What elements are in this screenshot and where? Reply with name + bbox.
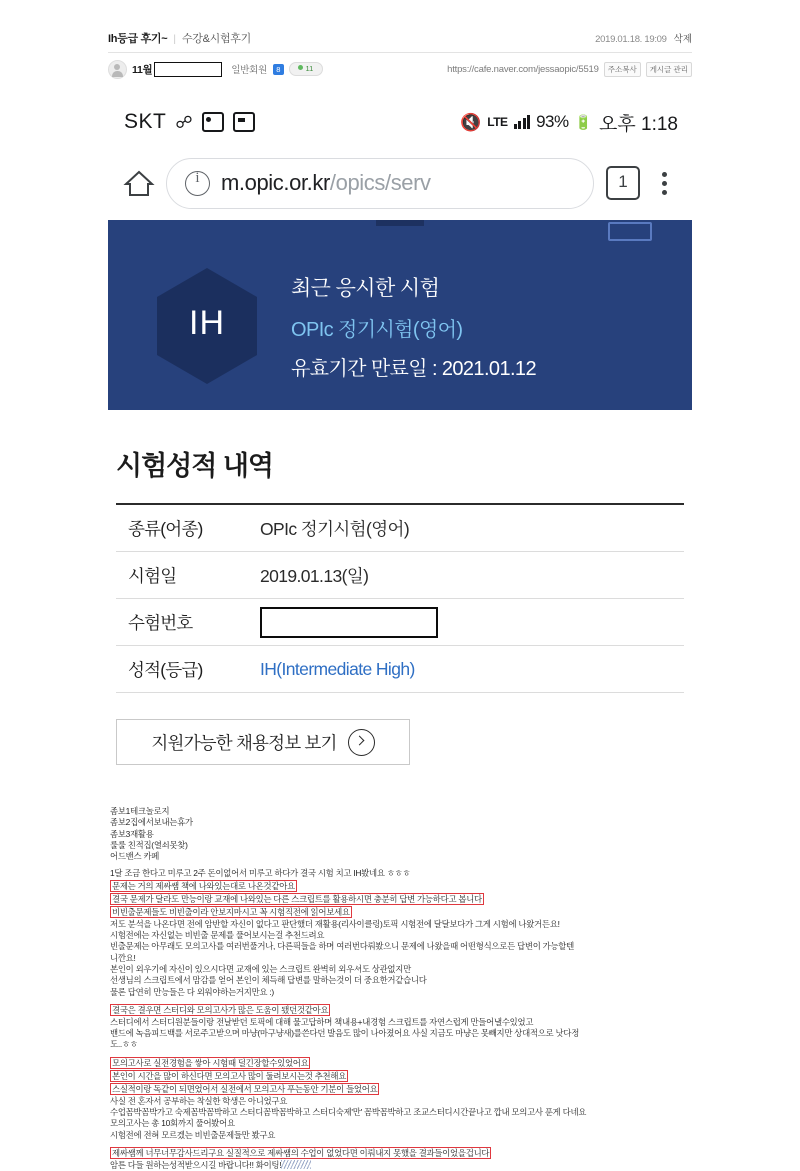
highlight-box: 결국 문제가 달라도 만능이랑 교재에 나와있는 다른 스크립트를 활용하시면 충분히 답변 가능하다고 봅니다 xyxy=(112,894,482,905)
grade-badge-text: IH xyxy=(189,304,225,342)
post-url: https://cafe.naver.com/jessaopic/5519 xyxy=(447,63,599,75)
score-table xyxy=(116,503,684,693)
comment-count: 11 xyxy=(305,64,314,73)
recent-test-heading: 최근 응시한 시험 xyxy=(291,276,440,300)
post-line-highlighted xyxy=(110,906,696,919)
post-line: 룰룰 친적집(열쇠못찾) xyxy=(110,839,188,850)
comment-count-badge[interactable] xyxy=(289,62,323,76)
post-line-highlighted xyxy=(110,1057,696,1070)
post-line: 선생님의 스크립트에서 맘감를 얻어 본인이 체득해 답변를 말하는것이 더 중요한거같습니다 xyxy=(110,975,427,986)
score-section xyxy=(108,422,692,765)
redaction-box-nickname xyxy=(154,62,222,77)
row-value-grade: IH(Intermediate High) xyxy=(260,658,415,679)
highlight-box: 문제는 거의 제싸쌤 책에 나와있는대로 나온것같아요 xyxy=(112,881,295,892)
overflow-menu-icon[interactable] xyxy=(652,172,676,195)
post-line: 사실 전 혼자서 공부하는 착실한 학생은 아니었구요 xyxy=(110,1095,288,1106)
delete-button[interactable]: 삭제 xyxy=(673,34,692,45)
cafe-author-row xyxy=(108,56,692,82)
post-title: Ih등급 후기~ xyxy=(108,33,168,45)
post-line-highlighted xyxy=(110,893,696,906)
network-type-label: LTE xyxy=(487,115,508,129)
title-separator: | xyxy=(173,34,176,45)
post-line: 암튼 다들 원하는성적받으시길 바랍니다!! 화이팅! xyxy=(110,1159,282,1170)
site-info-icon[interactable] xyxy=(185,171,210,196)
screenshot-icon xyxy=(233,112,255,132)
highlight-box: 스실적이랑 독같이 되면었어서 실전에서 모의고사 푸는동안 기분이 들었어요 xyxy=(112,1084,378,1095)
post-line-highlighted xyxy=(110,880,696,893)
carrier-name: SKT xyxy=(124,110,167,133)
recent-test-card xyxy=(108,242,692,410)
signature-scribble xyxy=(281,1160,311,1171)
recent-test-name[interactable]: OPIc 정기시험(영어) xyxy=(291,318,463,341)
highlight-box: 모의고사로 실전경험을 쌓아 시험때 덜긴장할수있었어요 xyxy=(112,1058,309,1069)
level-badge: 8 xyxy=(273,64,284,75)
post-line: 좀보3재활용 xyxy=(110,828,154,839)
copy-address-button[interactable]: 주소복사 xyxy=(604,62,641,77)
status-bar-right xyxy=(460,109,678,136)
post-line: 시험전에 전혀 모르겠는 비빈출문제들만 봤구요 xyxy=(110,1129,276,1140)
battery-icon: 🔋 xyxy=(574,113,592,130)
clock: 오후 1:18 xyxy=(599,113,678,135)
browser-toolbar xyxy=(108,146,692,220)
card-gap xyxy=(108,410,692,422)
row-value: 2019.01.13(일) xyxy=(260,565,369,586)
post-line: 저도 분석을 나온다면 전에 암반할 자신이 없다고 판단했더 재활용(리사이클링)토픽 시험전에 달달보다가 그게 시험에 나왔거든요! xyxy=(110,918,560,929)
avatar xyxy=(108,60,127,79)
redaction-box-exam-number xyxy=(260,607,438,638)
grade-hexagon xyxy=(153,266,261,386)
android-status-bar xyxy=(108,98,692,146)
job-info-button[interactable] xyxy=(116,719,410,765)
tab-switcher-button[interactable]: 1 xyxy=(606,166,640,200)
post-line-highlighted xyxy=(110,1083,696,1096)
highlight-box: 제싸쌤께 너무너무감사드리구요 실질적으로 제싸쌤의 수업이 없었다면 이뤄내지 못했을 결과들이었을겁니다 xyxy=(112,1148,490,1159)
recent-test-expiry: 유효기간 만료일 : 2021.01.12 xyxy=(291,357,536,380)
post-line: 시험전에는 자신없는 비빈출 문제를 풀어보시는걸 추천드려요 xyxy=(110,930,325,941)
row-value: OPIc 정기시험(영어) xyxy=(260,518,410,539)
post-line: 수업꼼박꼼박가고 숙제꼼박꼼박하고 스터디꼼박꼼박하고 스터디숙제'만' 꼼박꼼박하고 조교스터디시간끝나고 깝내 모의고사 푼게 다네요 xyxy=(110,1107,587,1118)
post-line: 스터디에서 스터디원분들이랑 전날받던 토픽에 대해 물고답하며 책내용+내경험 스크립트를 자연스럽게 만들어낼수있었고 xyxy=(110,1016,534,1027)
post-line-highlighted xyxy=(110,1147,696,1160)
mute-icon: 🔇 xyxy=(460,112,482,132)
post-line: 밴드에 녹음피드백를 서로주고받으며 마냥(마구냥새)를쓴다던 발음도 많이 나아졌어요 사실 지금도 마냥은 못빼지만 상대적으로 낫다정 xyxy=(110,1028,580,1039)
post-line-highlighted xyxy=(110,1004,696,1017)
post-body xyxy=(110,806,696,1171)
battery-percent: 93% xyxy=(536,112,569,131)
row-label: 시험일 xyxy=(128,565,177,586)
url-text xyxy=(221,170,431,196)
post-line: 본인이 외우기에 자신이 있으시다면 교재에 있는 스크립트 완벽히 외우셔도 상관없지만 xyxy=(110,963,411,974)
post-line: 모의고사는 총 10회까지 풀어봤어요 xyxy=(110,1118,235,1129)
comment-dot-icon xyxy=(298,65,303,70)
highlight-box: 비빈출문제들도 비빈출이라 안보지마시고 꼭 시험직전에 읽어보세요 xyxy=(112,907,350,918)
table-row xyxy=(116,599,684,646)
url-host: m.opic.or.kr xyxy=(221,170,330,195)
post-manage-button[interactable]: 게시글 관리 xyxy=(646,62,692,77)
highlight-box: 결국은 결우면 스터디와 모의고사가 많은 도움이 됐던것같아요 xyxy=(112,1005,329,1016)
strip-decoration xyxy=(376,220,424,226)
row-label: 성적(등급) xyxy=(128,659,203,680)
url-path: /opics/serv xyxy=(329,170,431,195)
home-icon[interactable] xyxy=(124,168,154,198)
camera-icon xyxy=(202,112,224,132)
post-line: 물론 답연히 만능들은 다 외워야하는거지만요 :) xyxy=(110,986,274,997)
post-line: 1달 조금 한다고 미루고 2주 돈이없어서 미루고 하다가 결국 시험 치고 IH봤네요 ㅎㅎㅎ xyxy=(110,868,411,879)
phone-screenshot xyxy=(108,98,692,765)
post-line: 좀보1테크놀로지 xyxy=(110,806,170,816)
author-grade: 일반회원 xyxy=(231,65,267,76)
cafe-post-header xyxy=(108,30,692,53)
url-input[interactable] xyxy=(166,158,594,209)
post-line: 좀보2집에서보내는휴가 xyxy=(110,817,193,828)
post-line-highlighted xyxy=(110,1070,696,1083)
job-info-label: 지원가능한 채용정보 보기 xyxy=(151,732,337,753)
page-title: 시험성적 내역 xyxy=(116,451,273,481)
highlight-box: 본인이 시간을 많이 하신다면 모의고사 많이 둘려보시는것 추천해요 xyxy=(112,1071,347,1082)
post-line: 도..ㅎㅎ xyxy=(110,1039,138,1050)
post-line: 빈출문제는 아무래도 모의고사를 여러번풀거나, 다른픽들을 하며 여러번다뤄봤으니 문제에 나왔을때 어떤형식으로든 답변이 가능할텐 xyxy=(110,941,574,952)
table-row xyxy=(116,505,684,552)
post-line: 니깐요! xyxy=(110,952,136,963)
board-name[interactable]: 수강&시험후기 xyxy=(181,33,251,45)
table-row xyxy=(116,646,684,693)
arrow-right-circle-icon xyxy=(348,729,375,756)
table-row xyxy=(116,552,684,599)
recent-test-info xyxy=(291,272,536,381)
post-line: 어드밴스 카페 xyxy=(110,851,160,862)
status-bar-left xyxy=(124,110,255,134)
author-nickname[interactable]: 11월 xyxy=(132,63,153,76)
page-top-strip xyxy=(108,220,692,242)
post-date: 2019.01.18. 19:09 xyxy=(595,34,667,45)
row-label: 수험번호 xyxy=(128,612,193,633)
strip-panel-icon xyxy=(608,222,652,241)
row-label: 종류(어종) xyxy=(128,518,203,539)
signal-strength-icon xyxy=(514,115,531,129)
post-line-signature xyxy=(110,1160,696,1171)
bluetooth-icon: ☍ xyxy=(175,112,193,132)
